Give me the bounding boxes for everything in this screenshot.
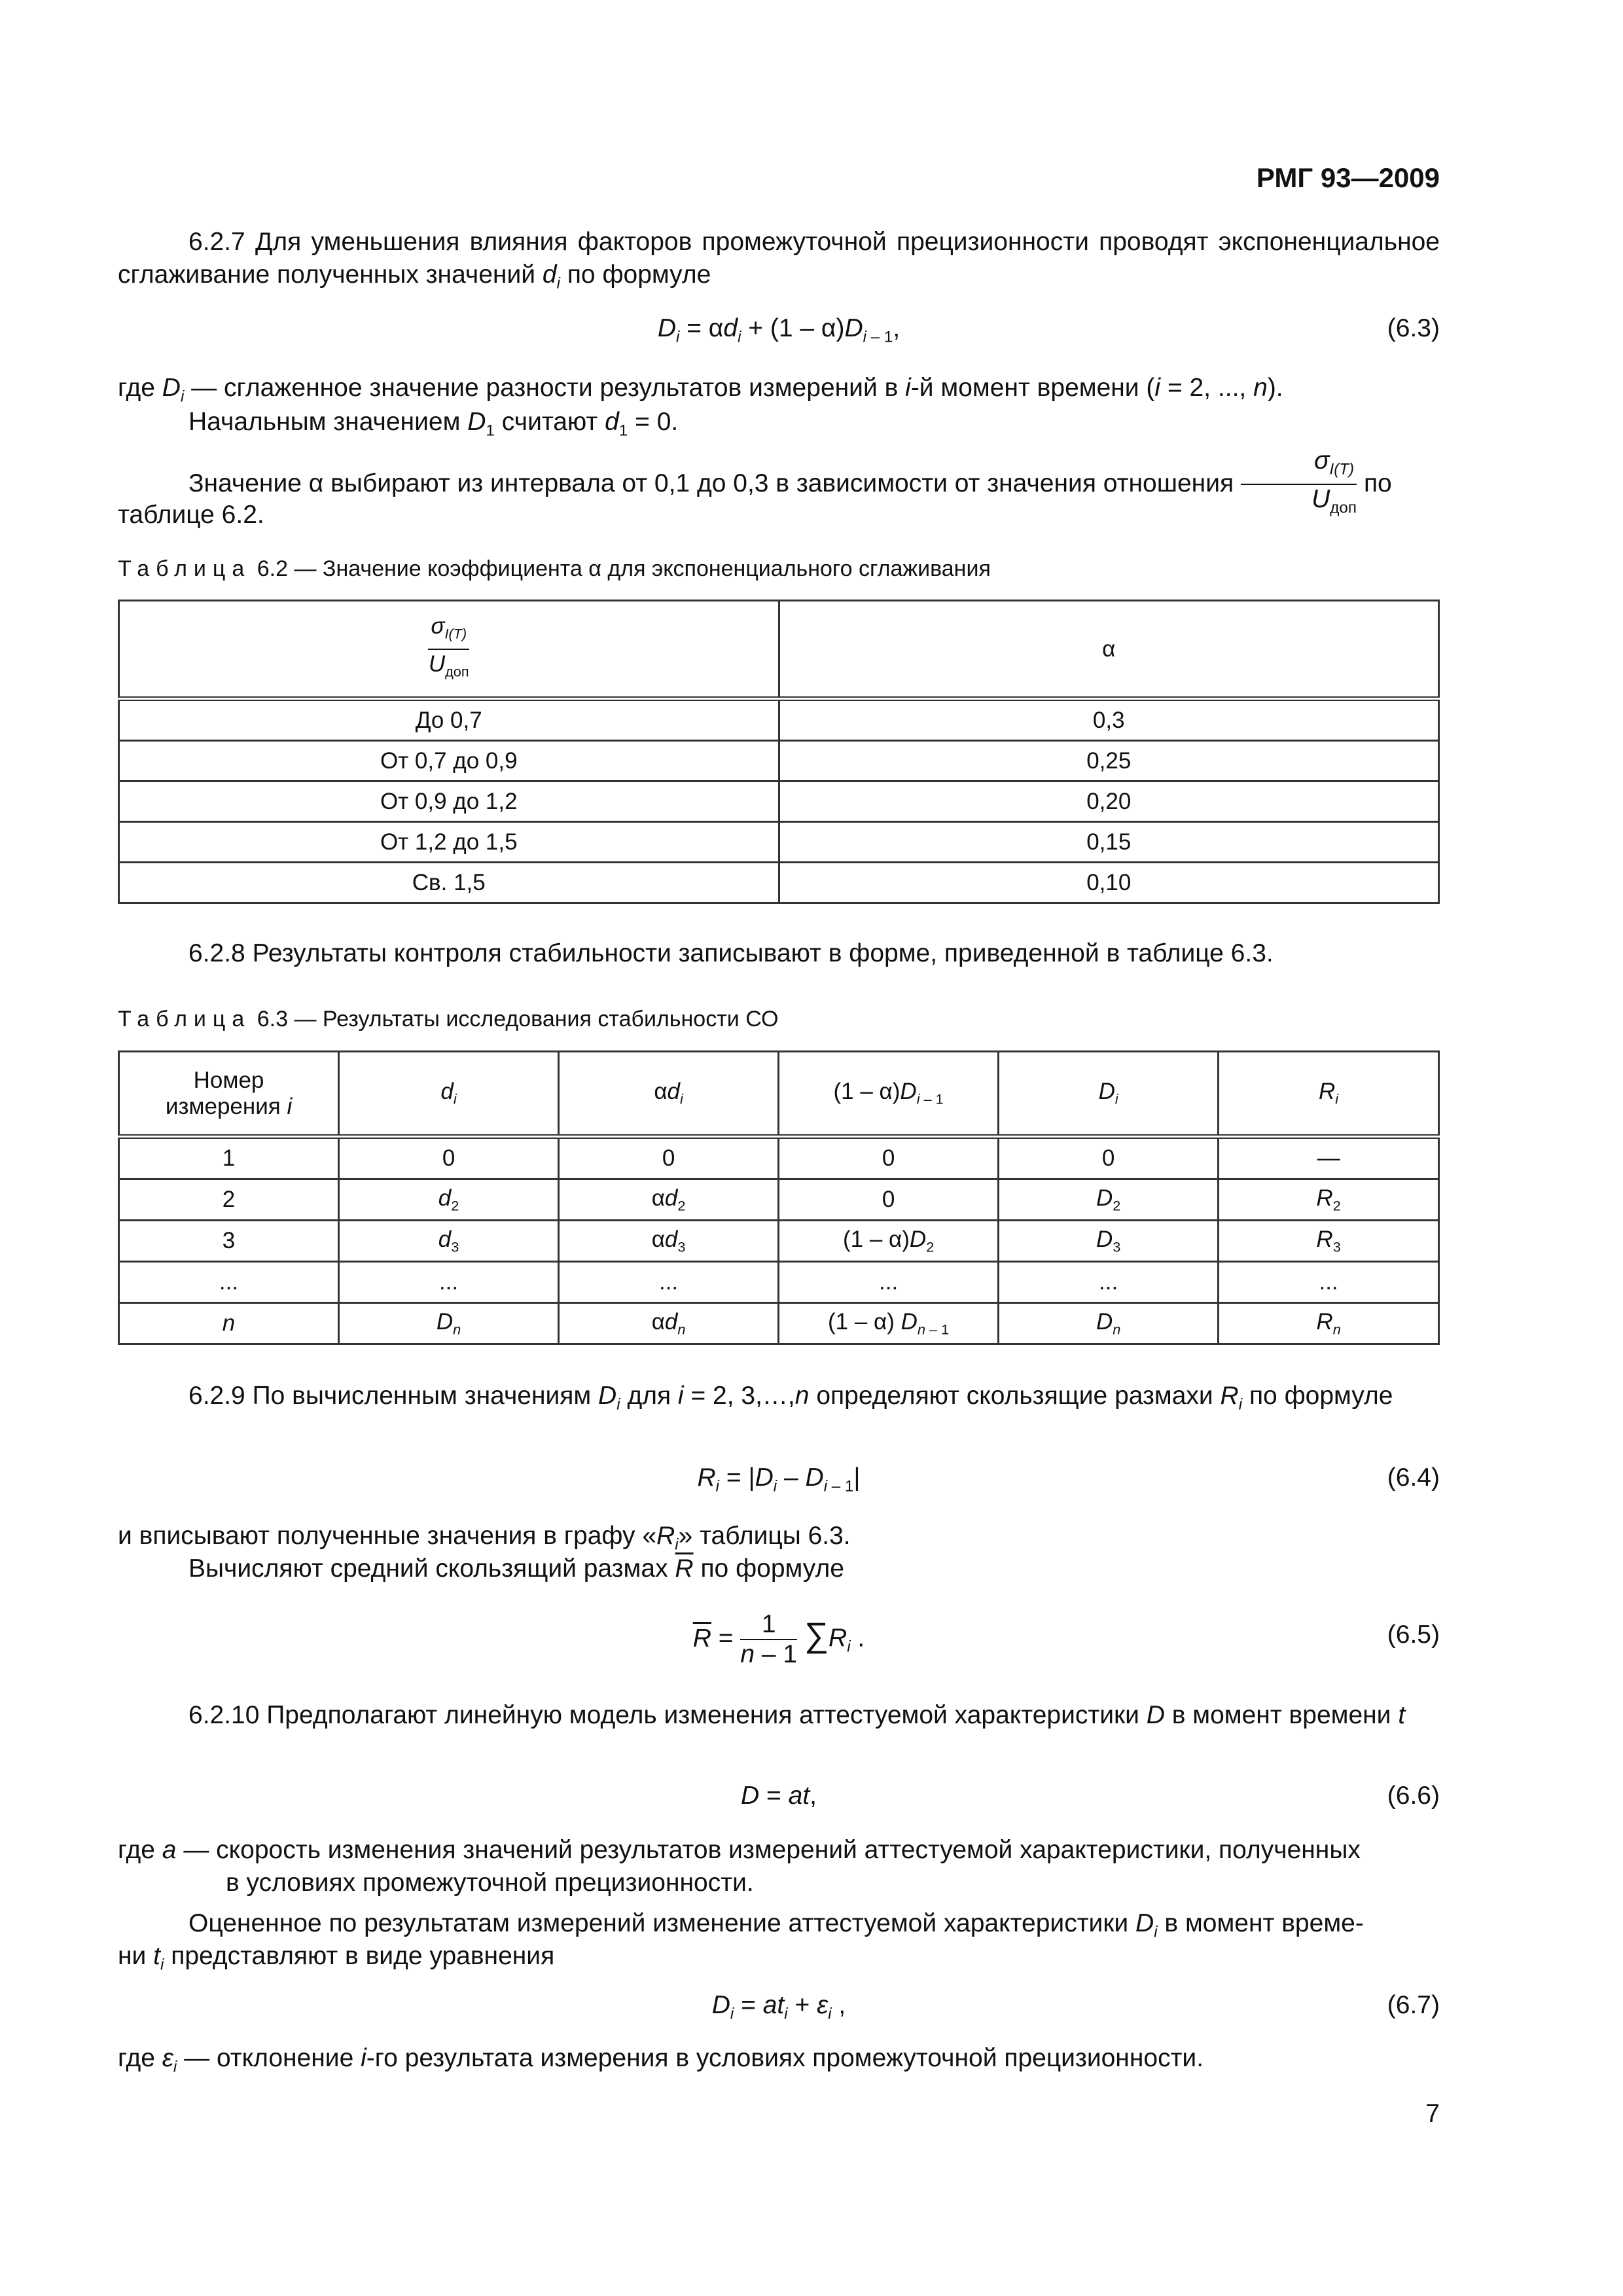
paragraph-6-2-8: 6.2.8 Результаты контроля стабильности записывают в форме, приведенной в таблице 6.3.: [188, 939, 1274, 967]
paragraph-estimated-change-line2: ни $t_i$ представляют в виде уравнения: [118, 1942, 555, 1974]
table-6-2-caption: Таблица 6.2 — Значение коэффициента α для экспоненциального сглаживания: [118, 556, 991, 581]
equation-6-7: $D_i = at_i + \varepsilon_i$ , (6.7): [711, 1991, 1440, 2023]
table-row: До 0,7 0,3: [119, 699, 1439, 741]
paragraph-where-di: где $D_i$ — сглаженное значение разности результатов измерений в i-й момент времени (i = 2, ..., n).: [118, 374, 1283, 406]
table-header-row: [119, 601, 1439, 699]
equation-6-6: D = at, (6.6): [741, 1782, 1440, 1810]
equation-number: (6.4): [1387, 1463, 1440, 1492]
alpha-column-header: α: [779, 601, 1439, 699]
table-row: 1 0 0 0 0 —: [119, 1137, 1439, 1179]
paragraph-initial-value: Начальным значением $D_1$ считают $d_1 = 0$.: [188, 408, 679, 440]
table-row: От 0,9 до 1,2 0,20: [119, 781, 1439, 822]
ratio-fraction: $\frac{\sigma_{I(T)}}{U_{доп}}$: [1241, 446, 1357, 523]
paragraph-where-epsilon: где $\varepsilon_i$ — отклонение i-го результата измерения в условиях промежуточной прецизионности.: [118, 2044, 1204, 2076]
paragraph-6-2-9: 6.2.9 По вычисленным значениям $D_i$ для i = 2, 3,…,n определяют скользящие размахи $R_i$ по формуле: [188, 1382, 1393, 1414]
paragraph-write-values: и вписывают полученные значения в графу «$R_i$» таблицы 6.3.: [118, 1522, 851, 1554]
table-row: 2 $d_2$ $\alpha d_2$ 0 $D_2$ $R_2$: [119, 1179, 1439, 1221]
equation-6-3: $D_i = \alpha d_i + (1 - \alpha)D_{i - 1}$, (6.3): [657, 314, 1440, 346]
paragraph-alpha-line2: таблице 6.2.: [118, 501, 264, 529]
table-row: От 0,7 до 0,9 0,25: [119, 741, 1439, 781]
paragraph-estimated-change: Оцененное по результатам измерений изменение аттестуемой характеристики $D_i$ в момент време-: [188, 1909, 1364, 1941]
table-row: 3 $d_3$ $\alpha d_3$ $(1 - \alpha)D_2$ $D_3$ $R_3$: [119, 1221, 1439, 1262]
table-header-row: Номер измерения i $d_i$ $\alpha d_i$ $(1 - \alpha)D_{i - 1}$ $D_i$ $R_i$: [119, 1052, 1439, 1137]
table-row: Св. 1,5 0,10: [119, 863, 1439, 903]
table-6-3-caption: Таблица 6.3 — Результаты исследования стабильности СО: [118, 1007, 779, 1031]
table-6-2: [118, 600, 1440, 904]
paragraph-where-a: где a — скорость изменения значений результатов измерений аттестуемой характеристики, полученных: [118, 1836, 1361, 1864]
equation-number: (6.3): [1387, 314, 1440, 342]
table-row: От 1,2 до 1,5 0,15: [119, 822, 1439, 863]
table-row: ... ... ... ... ... ...: [119, 1262, 1439, 1303]
paragraph-average-range: Вычисляют средний скользящий размах $\overline{R}$ по формуле: [188, 1554, 844, 1583]
col-measurement-number: Номер измерения i: [119, 1052, 339, 1137]
equation-number: (6.5): [1387, 1621, 1440, 1649]
page-number: 7: [1425, 2100, 1440, 2128]
ratio-column-header: $\frac{\sigma_{I(T)}}{U_{доп}}$: [119, 601, 779, 699]
paragraph-alpha: Значение α выбирают из интервала от 0,1 до 0,3 в зависимости от значения отношения $\frac{\sigma_{I(T)}}{U_{доп}}$ по: [118, 446, 1440, 523]
paragraph-6-2-10: 6.2.10 Предполагают линейную модель изменения аттестуемой характеристики D в момент времени t: [188, 1701, 1406, 1729]
table-row: n $D_n$ $\alpha d_n$ (1 – α) $D_{n - 1}$ $D_n$ $R_n$: [119, 1303, 1439, 1344]
paragraph-6-2-7: 6.2.7 Для уменьшения влияния факторов промежуточной прецизионности проводят экспоненциальное сглаживание полученных значений $d_i$ по формуле: [118, 228, 1440, 293]
table-6-3: [118, 1050, 1440, 1345]
equation-number: (6.6): [1387, 1782, 1440, 1810]
equation-6-4: $R_i = |D_i - D_{i - 1}|$ (6.4): [697, 1463, 1440, 1496]
paragraph-where-a-line2: в условиях промежуточной прецизионности.: [226, 1869, 754, 1897]
document-header: РМГ 93—2009: [1256, 162, 1440, 193]
equation-number: (6.7): [1387, 1991, 1440, 2019]
equation-6-5: $\overline{R}$ = $\frac{1}{n - 1}$ $\sum R_i$ . (6.5): [692, 1610, 1440, 1668]
